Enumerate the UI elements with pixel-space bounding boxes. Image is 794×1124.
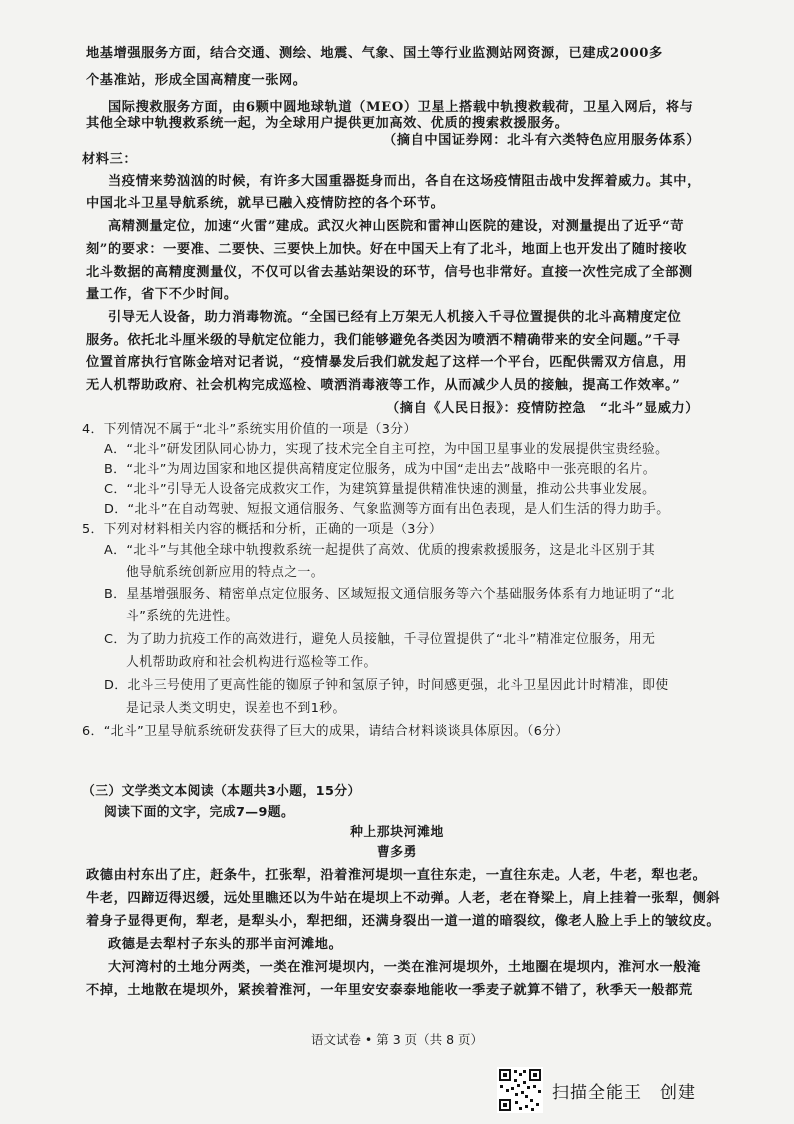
question-5-option: 斗”系统的先进性。: [126, 609, 239, 624]
question-4-option: C．“北斗”引导无人设备完成救灾工作，为建筑算量提供精准快速的测量，推动公共事业发展。: [104, 482, 656, 497]
material3-line: 北斗数据的高精度测量仪，不仅可以省去基站架设的环节，信号也非常好。直接一次性完成了全部测: [86, 265, 693, 280]
material3-line: 高精测量定位，加速“火雷”建成。武汉火神山医院和雷神山医院的建设，对测量提出了近乎“苛: [108, 219, 685, 234]
material3-line: 中国北斗卫星导航系统，就早已融入疫情防控的各个环节。: [86, 196, 445, 211]
material2-line: 国际搜救服务方面，由6颗中圆地球轨道（MEO）卫星上搭载中轨搜救载荷，卫星入网后，将与: [108, 100, 694, 115]
section-3-instruction: 阅读下面的文字，完成7—9题。: [104, 805, 295, 820]
question-5-option: C．为了助力抗疫工作的高效进行，避免人员接触，千寻位置提供了“北斗”精准定位服务，用无: [104, 632, 656, 647]
material2-line: 其他全球中轨搜救系统一起，为全球用户提供更加高效、优质的搜索救援服务。: [86, 116, 569, 131]
question-5-option: A．“北斗”与其他全球中轨搜救系统一起提供了高效、优质的搜索救援服务，这是北斗区别于其: [104, 543, 656, 558]
material3-heading: 材料三：: [82, 152, 138, 167]
question-4-option: A．“北斗”研发团队同心协力，实现了技术完全自主可控，为中国卫星事业的发展提供宝贵经验。: [104, 442, 669, 457]
story-line: 政德由村东出了庄，赶条牛，扛张犁，沿着淮河堤坝一直往东走，一直往东走。人老，牛老，犁也老。: [86, 868, 707, 883]
page-footer: 语文试卷 • 第 3 页（共 8 页）: [310, 1032, 484, 1047]
qr-code-icon: [497, 1067, 543, 1113]
material2-source: （摘自中国证券网：北斗有六类特色应用服务体系）: [383, 133, 701, 148]
question-5-stem: 5．下列对材料相关内容的概括和分析，正确的一项是（3分）: [82, 522, 443, 537]
question-5-option: B．星基增强服务、精密单点定位服务、区域短报文通信服务等六个基础服务体系有力地证明了“北: [104, 587, 675, 602]
material3-line: 当疫情来势汹汹的时候，有许多大国重器挺身而出，各自在这场疫情阻击战中发挥着威力。其中，: [108, 174, 701, 189]
question-6-stem: 6．“北斗”卫星导航系统研发获得了巨大的成果，请结合材料谈谈具体原因。（6分）: [82, 724, 569, 739]
story-title: 种上那块河滩地: [350, 825, 444, 840]
story-line: 政德是去犁村子东头的那半亩河滩地。: [108, 937, 343, 952]
question-5-option: D．北斗三号使用了更高性能的铷原子钟和氢原子钟，时间感更强，北斗卫星因此计时精准，即使: [104, 678, 669, 693]
question-5-option: 人机帮助政府和社会机构进行巡检等工作。: [126, 655, 377, 670]
material3-line: 服务。依托北斗厘米级的导航定位能力，我们能够避免各类因为喷洒不精确带来的安全问题。”千寻: [86, 333, 681, 348]
story-line: 不掉，土地散在堤坝外，紧挨着淮河，一年里安安泰泰地能收一季麦子就算不错了，秋季天一般都荒: [86, 983, 693, 998]
story-line: 牛老，四蹄迈得迟缓，远处里瞧还以为牛站在堤坝上不动弹。人老，老在脊梁上，肩上挂着一张犁，侧斜: [86, 891, 721, 906]
material3-source: （摘自《人民日报》：疫情防控急 “北斗”显威力）: [386, 401, 700, 416]
material3-line: 引导无人设备，助力消毒物流。“全国已经有上万架无人机接入千寻位置提供的北斗高精度定位: [108, 310, 682, 325]
material2-line: 地基增强服务方面，结合交通、测绘、地震、气象、国土等行业监测站网资源，已建成2000多: [86, 46, 663, 61]
material3-line: 无人机帮助政府、社会机构完成巡检、喷洒消毒液等工作，从而减少人员的接触，提高工作效率。”: [86, 378, 681, 393]
material2-line: 个基准站，形成全国高精度一张网。: [86, 73, 307, 88]
section-3-heading: （三）文学类文本阅读（本题共3小题，15分）: [82, 784, 361, 799]
question-5-option: 他导航系统创新应用的特点之一。: [126, 565, 324, 580]
question-4-option: D．“北斗”在自动驾驶、短报文通信服务、气象监测等方面有出色表现，是人们生活的得力助手。: [104, 502, 670, 517]
material3-line: 位置首席执行官陈金培对记者说，“疫情暴发后我们就发起了这样一个平台，匹配供需双方信息，用: [86, 355, 688, 370]
material3-line: 量工作，省下不少时间。: [86, 287, 238, 302]
story-author: 曹多勇: [376, 845, 418, 860]
question-5-option: 是记录人类文明史，误差也不到1秒。: [126, 701, 346, 716]
question-4-stem: 4．下列情况不属于“北斗”系统实用价值的一项是（3分）: [82, 422, 417, 437]
material3-line: 刻”的要求：一要准、二要快、三要快上加快。好在中国天上有了北斗，地面上也开发出了随时接收: [86, 242, 688, 257]
story-line: 大河湾村的土地分两类，一类在淮河堤坝内，一类在淮河堤坝外，土地圈在堤坝内，淮河水一般淹: [108, 960, 701, 975]
story-line: 着身子显得更佝，犁老，是犁头小，犁把细，还满身裂出一道一道的暗裂纹，像老人脸上手上的皱纹皮。: [86, 914, 721, 929]
scanner-watermark: 扫描全能王 创建: [552, 1083, 696, 1103]
question-4-option: B．“北斗”为周边国家和地区提供高精度定位服务，成为中国“走出去”战略中一张亮眼的名片。: [104, 462, 656, 477]
